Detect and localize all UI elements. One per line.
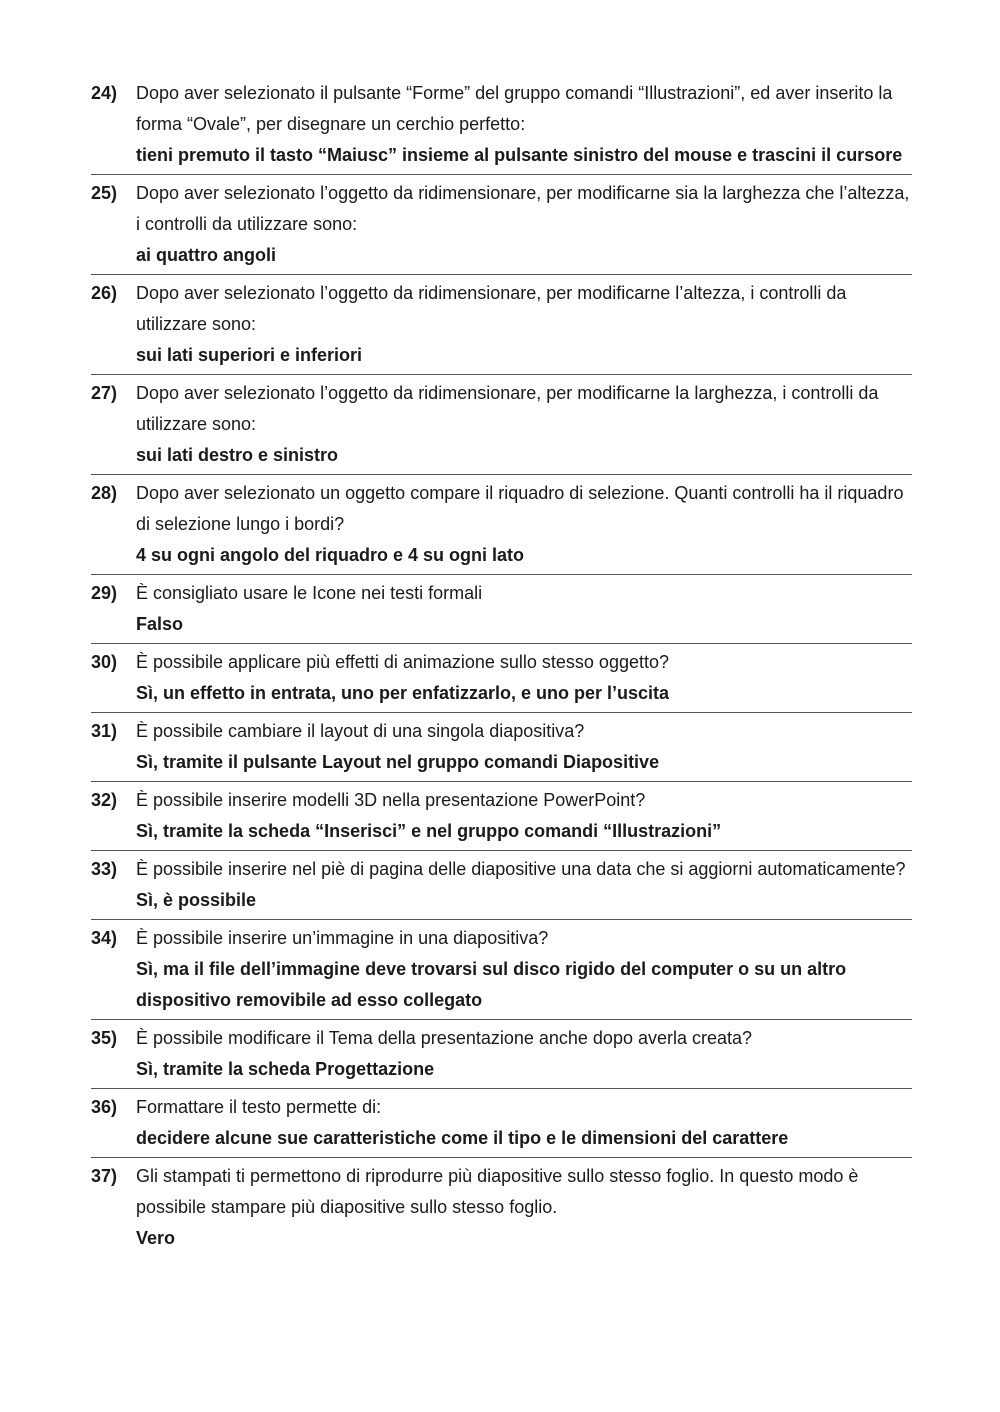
qa-body <box>136 378 912 471</box>
answer-text: sui lati destro e sinistro <box>136 445 339 465</box>
question-number: 24) <box>91 83 118 103</box>
question-text: Dopo aver selezionato l’oggetto da ridimensionare, per modificarne l’altezza, i controlli da utilizzare sono: <box>136 283 847 334</box>
qa-item-31 <box>91 713 912 782</box>
qa-item-30 <box>91 644 912 713</box>
answer-text: Sì, è possibile <box>136 890 257 910</box>
qa-body <box>136 1092 912 1154</box>
answer-text: Sì, tramite il pulsante Layout nel gruppo comandi Diapositive <box>136 752 660 772</box>
qa-item-28 <box>91 475 912 575</box>
question-text: Dopo aver selezionato il pulsante “Forme” del gruppo comandi “Illustrazioni”, ed aver inserito la forma “Ovale”, per disegnare un cerchio perfetto: <box>136 83 893 134</box>
question-number: 34) <box>91 928 118 948</box>
qa-body <box>136 716 912 778</box>
answer-text: Sì, ma il file dell’immagine deve trovarsi sul disco rigido del computer o su un altro dispositivo removibile ad esso collegato <box>136 959 847 1010</box>
qa-body <box>136 178 912 271</box>
question-number: 28) <box>91 483 118 503</box>
qa-item-37 <box>91 1158 912 1257</box>
qa-body <box>136 78 912 171</box>
question-number: 36) <box>91 1097 118 1117</box>
question-text: È possibile modificare il Tema della presentazione anche dopo averla creata? <box>136 1028 753 1048</box>
qa-item-32 <box>91 782 912 851</box>
question-text: È possibile cambiare il layout di una singola diapositiva? <box>136 721 585 741</box>
qa-body <box>136 478 912 571</box>
question-number: 27) <box>91 383 118 403</box>
qa-item-25 <box>91 175 912 275</box>
qa-body <box>136 1161 912 1254</box>
question-number: 30) <box>91 652 118 672</box>
question-text: È possibile applicare più effetti di animazione sullo stesso oggetto? <box>136 652 669 672</box>
question-text: È consigliato usare le Icone nei testi formali <box>136 583 483 603</box>
question-text: È possibile inserire un’immagine in una diapositiva? <box>136 928 549 948</box>
qa-item-24 <box>91 75 912 175</box>
question-number: 35) <box>91 1028 118 1048</box>
question-number: 29) <box>91 583 118 603</box>
answer-text: Vero <box>136 1228 176 1248</box>
question-number: 31) <box>91 721 118 741</box>
qa-item-29 <box>91 575 912 644</box>
question-text: Dopo aver selezionato l’oggetto da ridimensionare, per modificarne sia la larghezza che l’altezza, i controlli da utilizzare sono: <box>136 183 910 234</box>
answer-text: sui lati superiori e inferiori <box>136 345 363 365</box>
qa-body <box>136 1023 912 1085</box>
question-text: Dopo aver selezionato l’oggetto da ridimensionare, per modificarne la larghezza, i controlli da utilizzare sono: <box>136 383 879 434</box>
qa-body <box>136 923 912 1016</box>
question-number: 26) <box>91 283 118 303</box>
answer-text: decidere alcune sue caratteristiche come il tipo e le dimensioni del carattere <box>136 1128 789 1148</box>
qa-item-34 <box>91 920 912 1020</box>
qa-body <box>136 578 912 640</box>
question-number: 33) <box>91 859 118 879</box>
qa-item-33 <box>91 851 912 920</box>
answer-text: Falso <box>136 614 184 634</box>
question-number: 25) <box>91 183 118 203</box>
qa-body <box>136 854 912 916</box>
qa-body <box>136 278 912 371</box>
question-number: 32) <box>91 790 118 810</box>
question-text: È possibile inserire nel piè di pagina delle diapositive una data che si aggiorni automaticamente? <box>136 859 906 879</box>
qa-item-36 <box>91 1089 912 1158</box>
qa-item-27 <box>91 375 912 475</box>
question-text: Gli stampati ti permettono di riprodurre più diapositive sullo stesso foglio. In questo modo è possibile stampare più diapositive sullo stesso foglio. <box>136 1166 859 1217</box>
qa-body <box>136 647 912 709</box>
question-text: È possibile inserire modelli 3D nella presentazione PowerPoint? <box>136 790 646 810</box>
question-text: Formattare il testo permette di: <box>136 1097 382 1117</box>
answer-text: 4 su ogni angolo del riquadro e 4 su ogni lato <box>136 545 525 565</box>
qa-list <box>91 75 912 1257</box>
answer-text: tieni premuto il tasto “Maiusc” insieme al pulsante sinistro del mouse e trascini il cursore <box>136 145 903 165</box>
question-number: 37) <box>91 1166 118 1186</box>
qa-body <box>136 785 912 847</box>
qa-item-26 <box>91 275 912 375</box>
qa-item-35 <box>91 1020 912 1089</box>
answer-text: ai quattro angoli <box>136 245 277 265</box>
answer-text: Sì, tramite la scheda “Inserisci” e nel gruppo comandi “Illustrazioni” <box>136 821 722 841</box>
answer-text: Sì, tramite la scheda Progettazione <box>136 1059 435 1079</box>
question-text: Dopo aver selezionato un oggetto compare il riquadro di selezione. Quanti controlli ha il riquadro di selezione lungo i bordi? <box>136 483 904 534</box>
answer-text: Sì, un effetto in entrata, uno per enfatizzarlo, e uno per l’uscita <box>136 683 670 703</box>
